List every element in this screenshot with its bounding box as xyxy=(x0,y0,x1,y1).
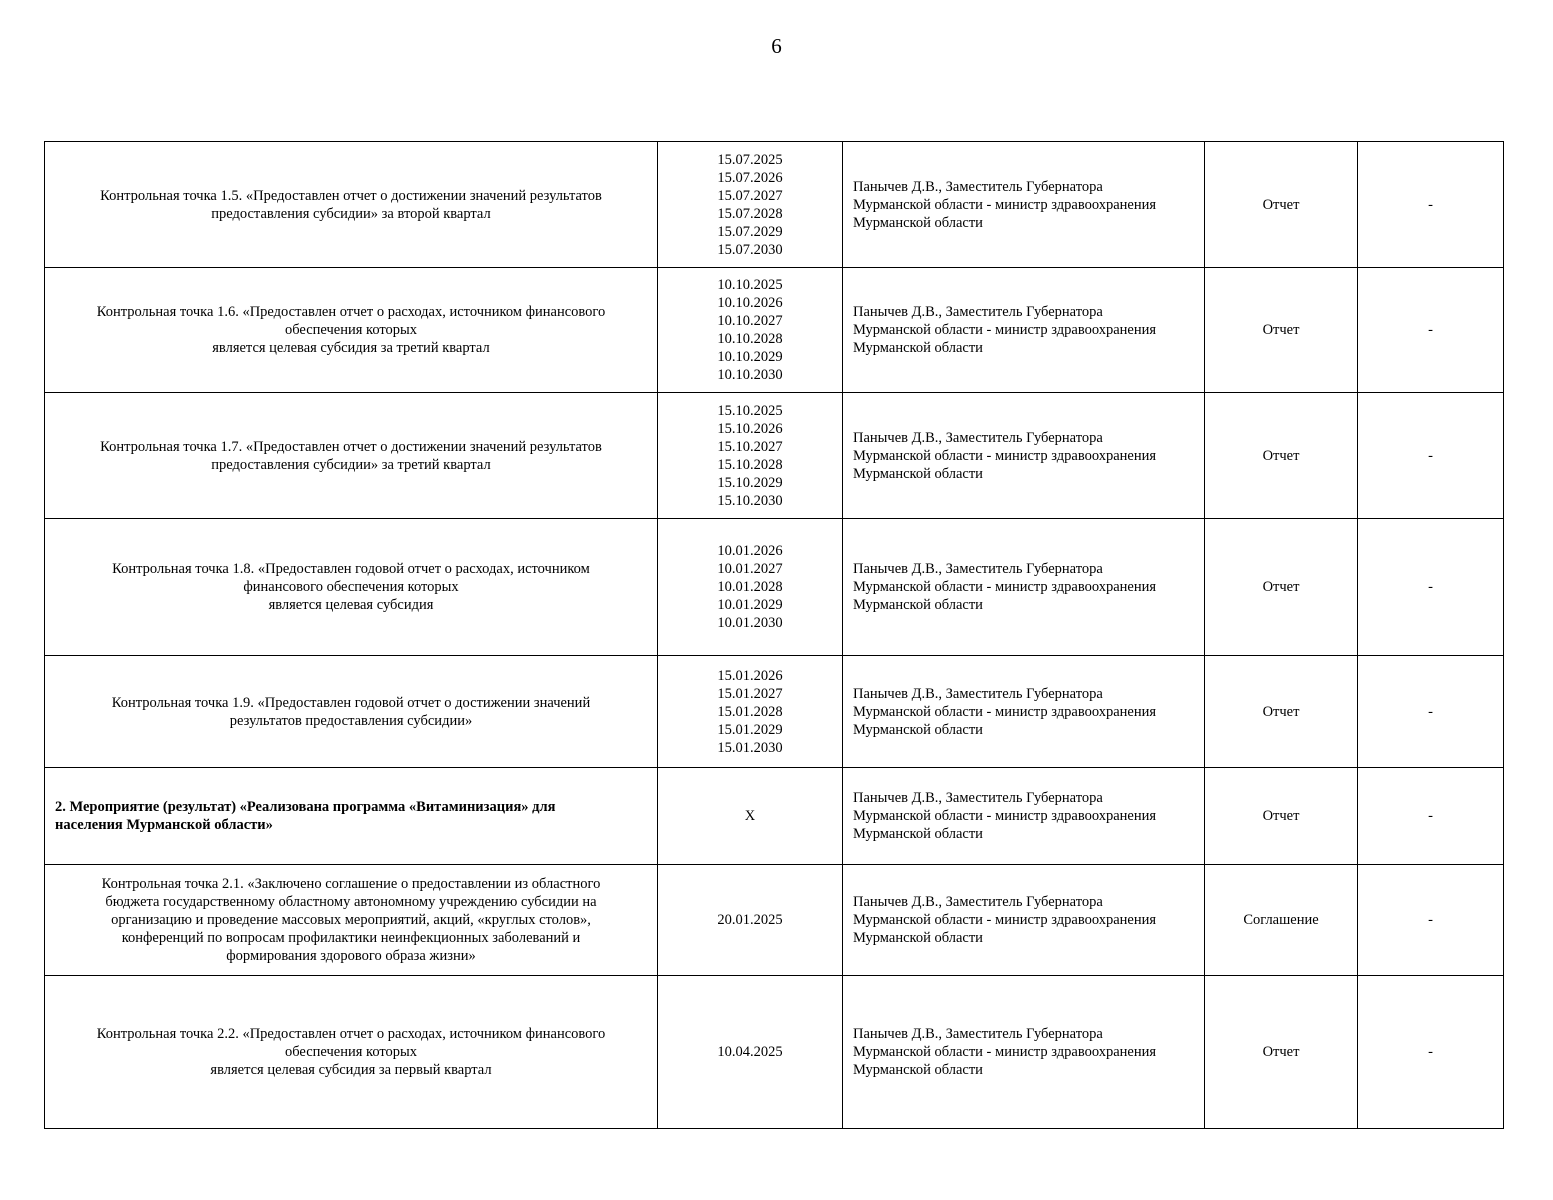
responsible-cell: Панычев Д.В., Заместитель Губернатора Мурманской области - министр здравоохранения Мурманской области xyxy=(843,393,1205,519)
event-cell: Контрольная точка 1.8. «Предоставлен годовой отчет о расходах, источником финансового обеспечения которых является целевая субсидия xyxy=(45,519,658,656)
responsible-cell: Панычев Д.В., Заместитель Губернатора Мурманской области - министр здравоохранения Мурманской области xyxy=(843,976,1205,1129)
extra-cell: - xyxy=(1358,865,1504,976)
responsible-cell: Панычев Д.В., Заместитель Губернатора Мурманской области - министр здравоохранения Мурманской области xyxy=(843,142,1205,268)
table-row xyxy=(45,976,1504,1129)
page-number: 6 xyxy=(771,34,782,58)
table-row xyxy=(45,865,1504,976)
event-cell: Контрольная точка 2.1. «Заключено соглашение о предоставлении из областного бюджета государственному областному автономному учреждению субсидии на организацию и проведение массовых мероприятий, акций, «круглых столов», конференций по вопросам профилактики неинфекционных заболеваний и формирования здорового образа жизни» xyxy=(45,865,658,976)
table-row xyxy=(45,656,1504,768)
dates-cell: 15.10.2025 15.10.2026 15.10.2027 15.10.2028 15.10.2029 15.10.2030 xyxy=(658,393,843,519)
extra-cell: - xyxy=(1358,519,1504,656)
document-cell: Отчет xyxy=(1205,142,1358,268)
dates-cell: 10.10.2025 10.10.2026 10.10.2027 10.10.2028 10.10.2029 10.10.2030 xyxy=(658,268,843,393)
dates-cell: 15.07.2025 15.07.2026 15.07.2027 15.07.2028 15.07.2029 15.07.2030 xyxy=(658,142,843,268)
responsible-cell: Панычев Д.В., Заместитель Губернатора Мурманской области - министр здравоохранения Мурманской области xyxy=(843,656,1205,768)
extra-cell: - xyxy=(1358,393,1504,519)
dates-cell: 10.01.2026 10.01.2027 10.01.2028 10.01.2029 10.01.2030 xyxy=(658,519,843,656)
dates-cell: 10.04.2025 xyxy=(658,976,843,1129)
table-row xyxy=(45,268,1504,393)
event-cell: Контрольная точка 1.5. «Предоставлен отчет о достижении значений результатов предоставления субсидии» за второй квартал xyxy=(45,142,658,268)
extra-cell: - xyxy=(1358,768,1504,865)
document-cell: Отчет xyxy=(1205,519,1358,656)
control-points-table xyxy=(44,141,1504,1129)
document-cell: Отчет xyxy=(1205,656,1358,768)
document-cell: Отчет xyxy=(1205,768,1358,865)
table-row xyxy=(45,142,1504,268)
document-cell: Отчет xyxy=(1205,268,1358,393)
document-cell: Отчет xyxy=(1205,393,1358,519)
dates-cell: 15.01.2026 15.01.2027 15.01.2028 15.01.2029 15.01.2030 xyxy=(658,656,843,768)
responsible-cell: Панычев Д.В., Заместитель Губернатора Мурманской области - министр здравоохранения Мурманской области xyxy=(843,268,1205,393)
dates-cell: 20.01.2025 xyxy=(658,865,843,976)
extra-cell: - xyxy=(1358,142,1504,268)
event-cell: 2. Мероприятие (результат) «Реализована программа «Витаминизация» для населения Мурманской области» xyxy=(45,768,658,865)
dates-cell: Х xyxy=(658,768,843,865)
extra-cell: - xyxy=(1358,656,1504,768)
document-cell: Соглашение xyxy=(1205,865,1358,976)
table-row xyxy=(45,768,1504,865)
event-cell: Контрольная точка 1.9. «Предоставлен годовой отчет о достижении значений результатов предоставления субсидии» xyxy=(45,656,658,768)
extra-cell: - xyxy=(1358,268,1504,393)
event-cell: Контрольная точка 2.2. «Предоставлен отчет о расходах, источником финансового обеспечения которых является целевая субсидия за первый квартал xyxy=(45,976,658,1129)
event-cell: Контрольная точка 1.7. «Предоставлен отчет о достижении значений результатов предоставления субсидии» за третий квартал xyxy=(45,393,658,519)
responsible-cell: Панычев Д.В., Заместитель Губернатора Мурманской области - министр здравоохранения Мурманской области xyxy=(843,519,1205,656)
table-row xyxy=(45,393,1504,519)
responsible-cell: Панычев Д.В., Заместитель Губернатора Мурманской области - министр здравоохранения Мурманской области xyxy=(843,768,1205,865)
table-row xyxy=(45,519,1504,656)
event-cell: Контрольная точка 1.6. «Предоставлен отчет о расходах, источником финансового обеспечения которых является целевая субсидия за третий квартал xyxy=(45,268,658,393)
document-cell: Отчет xyxy=(1205,976,1358,1129)
extra-cell: - xyxy=(1358,976,1504,1129)
responsible-cell: Панычев Д.В., Заместитель Губернатора Мурманской области - министр здравоохранения Мурманской области xyxy=(843,865,1205,976)
